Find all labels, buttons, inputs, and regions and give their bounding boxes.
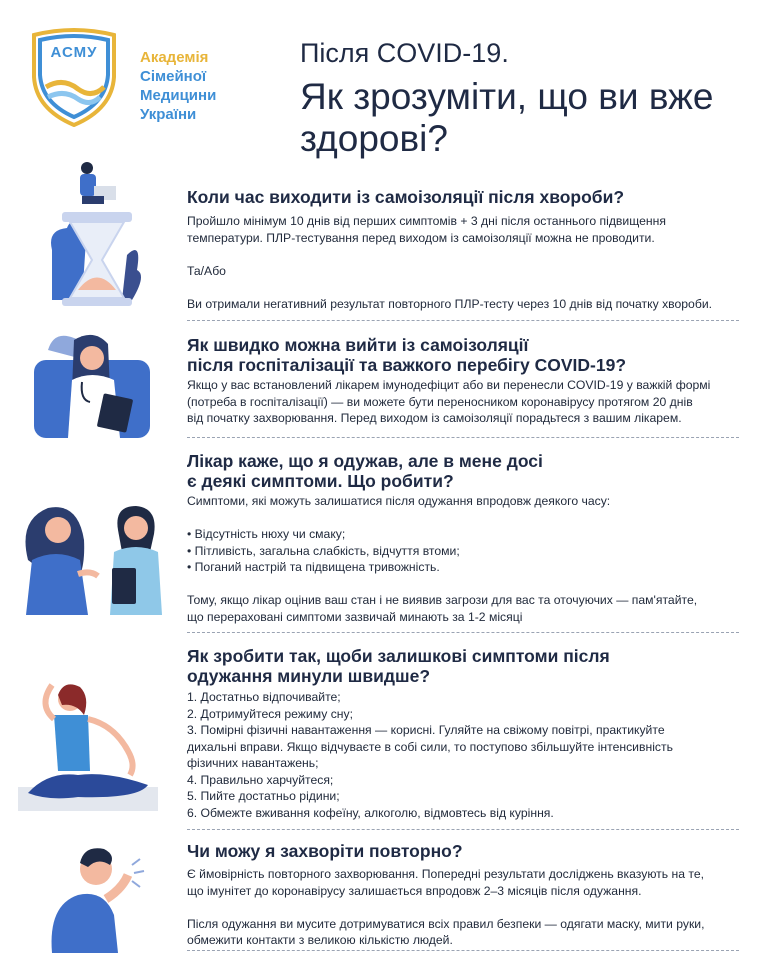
question-heading: Чи можу я захворіти повторно? <box>187 841 463 861</box>
answer-line: Якщо у вас встановлений лікарем імунодефіцит або ви перенесли COVID-19 у важкій формі <box>187 378 711 392</box>
question-heading-line: є деякі симптоми. Що робити? <box>187 471 454 491</box>
answer-line: дихальні вправи. Якщо відчуваєте в собі сили, то поступово збільшуйте інтенсивність <box>187 739 673 754</box>
answer-line: Є ймовірність повторного захворювання. Попередні результати досліджень вказують на те, <box>187 867 705 881</box>
answer-line: що перераховані симптоми зазвичай минають за 1-2 місяці <box>187 609 523 624</box>
question-heading-line: одужання минули швидше? <box>187 666 431 686</box>
answer-line: від початку захворювання. Перед виходом із самоізоляції порадьтеся з вашим лікарем. <box>187 411 682 425</box>
answer-line <box>187 576 747 593</box>
answer-line: Пройшло мінімум 10 днів від перших симптомів + 3 дні після останнього підвищення <box>187 214 666 228</box>
question-heading <box>187 646 747 686</box>
answer-line: 4. Правильно харчуйтеся; <box>187 772 334 787</box>
patient-and-doctor-illustration <box>18 500 163 615</box>
answer-line: Після одужання ви мусите дотримуватися всіх правил безпеки — одягати маску, мити руки, <box>187 916 705 931</box>
logo-name-line: Медицини <box>140 87 217 104</box>
hourglass-person-illustration <box>42 160 152 310</box>
page-title-line1: Після COVID-19. <box>300 38 509 68</box>
answer-line <box>187 279 747 296</box>
sneezing-man-illustration <box>48 845 148 953</box>
answer-text <box>187 689 747 821</box>
answer-line: обмежити контакти з великою кількістю людей. <box>187 933 453 947</box>
answer-line: 3. Помірні фізичні навантаження — корисні. Гуляйте на свіжому повітрі, практикуйте <box>187 723 665 737</box>
section-divider <box>187 437 739 438</box>
section-divider <box>187 320 739 321</box>
question-heading-line: після госпіталізації та важкого перебігу COVID-19? <box>187 355 627 375</box>
section-divider <box>187 632 739 633</box>
answer-line: що імунітет до коронавірусу залишається впродовж 2–3 місяців після одужання. <box>187 883 642 898</box>
answer-line: • Поганий настрій та підвищена тривожність. <box>187 560 440 574</box>
answer-line: 2. Дотримуйтеся режиму сну; <box>187 706 354 721</box>
logo-name-line: Академія <box>140 49 209 66</box>
question-heading-line: Лікар каже, що я одужав, але в мене досі <box>187 451 543 471</box>
logo-abbr: АСМУ <box>50 44 98 61</box>
logo-name-line: України <box>140 106 197 123</box>
question-heading <box>187 335 747 375</box>
answer-line <box>187 246 747 263</box>
answer-line <box>187 899 747 916</box>
question-heading: Коли час виходити із самоізоляції після хвороби? <box>187 187 625 207</box>
question-heading-line: Як зробити так, щоби залишкові симптоми після <box>187 646 610 666</box>
answer-line: 1. Достатньо відпочивайте; <box>187 690 341 704</box>
yoga-pose-illustration <box>18 675 158 815</box>
doctor-illustration <box>34 330 154 440</box>
answer-line <box>187 510 747 527</box>
question-heading-line: Як швидко можна вийти із самоізоляції <box>187 335 529 355</box>
answer-line: температури. ПЛР-тестування перед виходом із самоізоляції можна не проводити. <box>187 230 655 245</box>
answer-text <box>187 377 747 427</box>
answer-line: 6. Обмежте вживання кофеїну, алкоголю, відмовтесь від куріння. <box>187 805 554 820</box>
answer-text <box>187 213 747 312</box>
answer-line: • Відсутність нюху чи смаку; <box>187 527 346 541</box>
answer-line: 5. Пийте достатньо рідини; <box>187 789 340 803</box>
page-title-line2: Як зрозуміти, що ви вже здорові? <box>300 76 714 159</box>
answer-line: (потреба в госпіталізації) — ви можете бути переносником коронавірусу протягом 20 днів <box>187 394 693 409</box>
logo-name-line: Сімейної <box>140 68 207 85</box>
section-divider <box>187 950 739 951</box>
section-divider <box>187 829 739 830</box>
answer-line: Симптоми, які можуть залишатися після одужання впродовж деякого часу: <box>187 494 611 508</box>
logo-shield-icon <box>28 27 120 127</box>
answer-line: • Пітливість, загальна слабкість, відчуття втоми; <box>187 543 460 558</box>
answer-line: Тому, якщо лікар оцінив ваш стан і не виявив загрози для вас та оточуючих — пам'ятайте, <box>187 593 698 607</box>
answer-text <box>187 866 747 949</box>
answer-line: Ви отримали негативний результат повторного ПЛР-тесту через 10 днів від початку хвороби. <box>187 296 713 311</box>
answer-line: фізичних навантажень; <box>187 756 319 770</box>
answer-line: Та/Або <box>187 263 226 278</box>
question-heading <box>187 451 747 491</box>
answer-text <box>187 493 747 625</box>
logo-name <box>140 48 280 124</box>
